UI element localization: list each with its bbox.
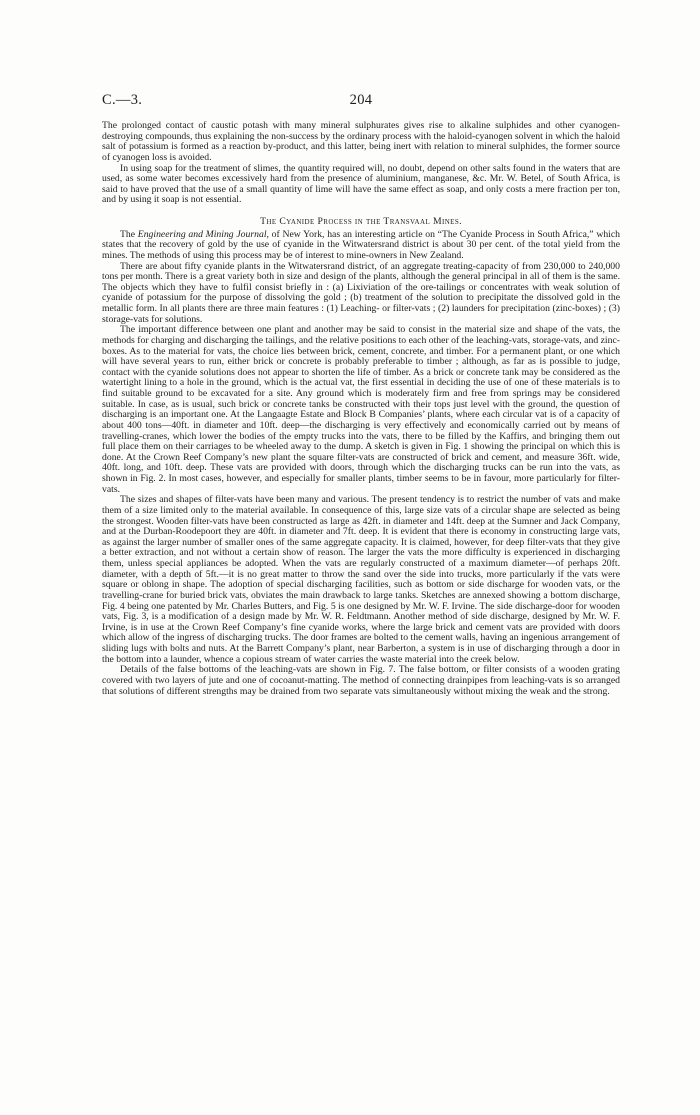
paragraph: Details of the false bottoms of the leaching-vats are shown in Fig. 7. The false bottom, or filter consists of a wooden grating covered with two layers of jute and one of cocoanut-matting. The method of connecting drainpipes from leaching-vats is so arranged that solutions of different strengths may be drained from two separate vats simultaneously without mixing the weak and the strong. xyxy=(102,664,620,697)
intro-text-after: , of New York, has an interesting article on “The Cyanide Process in South Africa,” which states that the recovery of gold by the use of cyanide in the Witwatersrand district is about 30 per cent. of the total yield from the mines. The methods of using this process may be of interest to mine-owners in New Zealand. xyxy=(102,228,621,261)
journal-title: Engineering and Mining Journal xyxy=(137,228,267,240)
section-intro-paragraph xyxy=(102,230,620,262)
document-reference: C.—3. xyxy=(102,92,143,108)
paragraph: In using soap for the treatment of slimes, the quantity required will, no doubt, depend on other salts found in the waters that are used, as some water becomes excessively hard from the presence of aluminium, manganese, &c. Mr. W. Betel, of South Africa, is said to have proved that the use of a small quantity of lime will have the same effect as soap, and only costs a mere fraction per ton, and by using it soap is not essential. xyxy=(102,162,620,206)
paragraph: There are about fifty cyanide plants in the Witwatersrand district, of an aggregate treating-capacity of from 230,000 to 240,000 tons per month. There is a great variety both in size and design of the plants, although the general principal in all of them is the same. The objects which they have to fulfil consist briefly in : (a) Lixiviation of the ore-tailings or concentrates with weak solution of cyanide of potassium for the purpose of dissolving the gold ; (b) treatment of the solution to precipitate the dissolved gold in the metallic form. In all plants there are three main features : (1) Leaching- or filter-vats ; (2) launders for precipitation (zinc-boxes) ; (3) storage-vats for solutions. xyxy=(102,260,620,325)
page-header xyxy=(102,92,620,112)
paragraph: The important difference between one plant and another may be said to consist in the material size and shape of the vats, the methods for charging and discharging the tailings, and the relative positions to each other of the leaching-vats, storage-vats, and zinc-boxes. As to the material for vats, the choice lies between brick, cement, concrete, and timber. For a permanent plant, or one which will have several years to run, either brick or concrete is probably preferable to timber ; although, as far as is possible to judge, contact with the cyanide solutions does not appear to shorten the life of timber. As a brick or concrete tank may be considered as the watertight lining to a hole in the ground, which is the actual vat, the first essential in deciding the use of one of these materials is to find suitable ground to be excavated for a site. Any ground which is moderately firm and free from springs may be considered suitable. In case, as is usual, such brick or concrete tanks be constructed with their tops just level with the ground, the question of discharging is an important one. At the Langaagte Estate and Block B Companies’ plants, where each circular vat is of a capacity of about 400 tons—40ft. in diameter and 10ft. deep—the discharging is very effectively and economically carried out by means of travelling-cranes, which lower the bodies of the empty trucks into the vats, there to be filled by the Kaffirs, and bringing them out full place them on their carriages to be wheeled away to the dump. A sketch is given in Fig. 1 showing the principal on which this is done. At the Crown Reef Company’s new plant the square filter-vats are constructed of brick and cement, and measure 36ft. wide, 40ft. long, and 10ft. deep. These vats are provided with doors, through which the discharging trucks can be run into the vats, as shown in Fig. 2. In most cases, however, and especially for smaller plants, timber seems to be in favour, more particularly for filter-vats. xyxy=(102,324,620,495)
paragraph: The prolonged contact of caustic potash with many mineral sulphurates gives rise to alkaline sulphides and other cyanogen-destroying compounds, thus explaining the non-success by the ordinary process with the haloid-cyanogen solvent in which the haloid salt of potassium is formed as a reaction by-product, and this latter, being inert with relation to mineral sulphides, the former source of cyanogen loss is avoided. xyxy=(102,120,620,163)
body-text xyxy=(102,121,620,697)
page-number: 204 xyxy=(349,92,373,108)
intro-text-before: The xyxy=(120,228,138,240)
paragraph: The sizes and shapes of filter-vats have been many and various. The present tendency is to restrict the number of vats and make them of a size limited only to the material available. In consequence of this, large size vats of a circular shape are selected as being the strongest. Wooden filter-vats have been constructed as large as 42ft. in diameter and 14ft. deep at the Sumner and Jack Company, and at the Durban-Roodepoort they are 40ft. in diameter and 7ft. deep. It is evident that there is economy in constructing large vats, as against the larger number of smaller ones of the same aggregate capacity. It is claimed, however, for deep filter-vats that they give a better extraction, and not without a certain show of reason. The larger the vats the more difficulty is experienced in discharging them, unless special appliances be adopted. When the vats are regularly constructed of a maximum diameter—of perhaps 20ft. diameter, with a depth of 5ft.—it is no great matter to throw the sand over the side into trucks, more particularly if the vats were square or oblong in shape. The adoption of special discharging facilities, such as bottom or side discharge for wooden vats, or the travelling-crane for buried brick vats, obviates the main drawback to large tanks. Sketches are annexed showing a bottom discharge, Fig. 4 being one patented by Mr. Charles Butters, and Fig. 5 is one designed by Mr. W. F. Irvine. The side discharge-door for wooden vats, Fig. 3, is a modification of a design made by Mr. W. R. Feldtmann. Another method of side discharge, designed by Mr. W. F. Irvine, is in use at the Crown Reef Company’s fine cyanide works, where the large brick and cement vats are provided with doors which allow of the ingress of discharging trucks. The door frames are bolted to the cement walls, having an ingenious arrangement of sliding lugs with bolts and nuts. At the Barrett Company’s plant, near Barberton, a system is in use of discharging through a door in the bottom into a launder, whence a copious stream of water carries the waste material into the creek below. xyxy=(102,494,620,665)
section-title: The Cyanide Process in the Transvaal Mines. xyxy=(260,216,462,227)
